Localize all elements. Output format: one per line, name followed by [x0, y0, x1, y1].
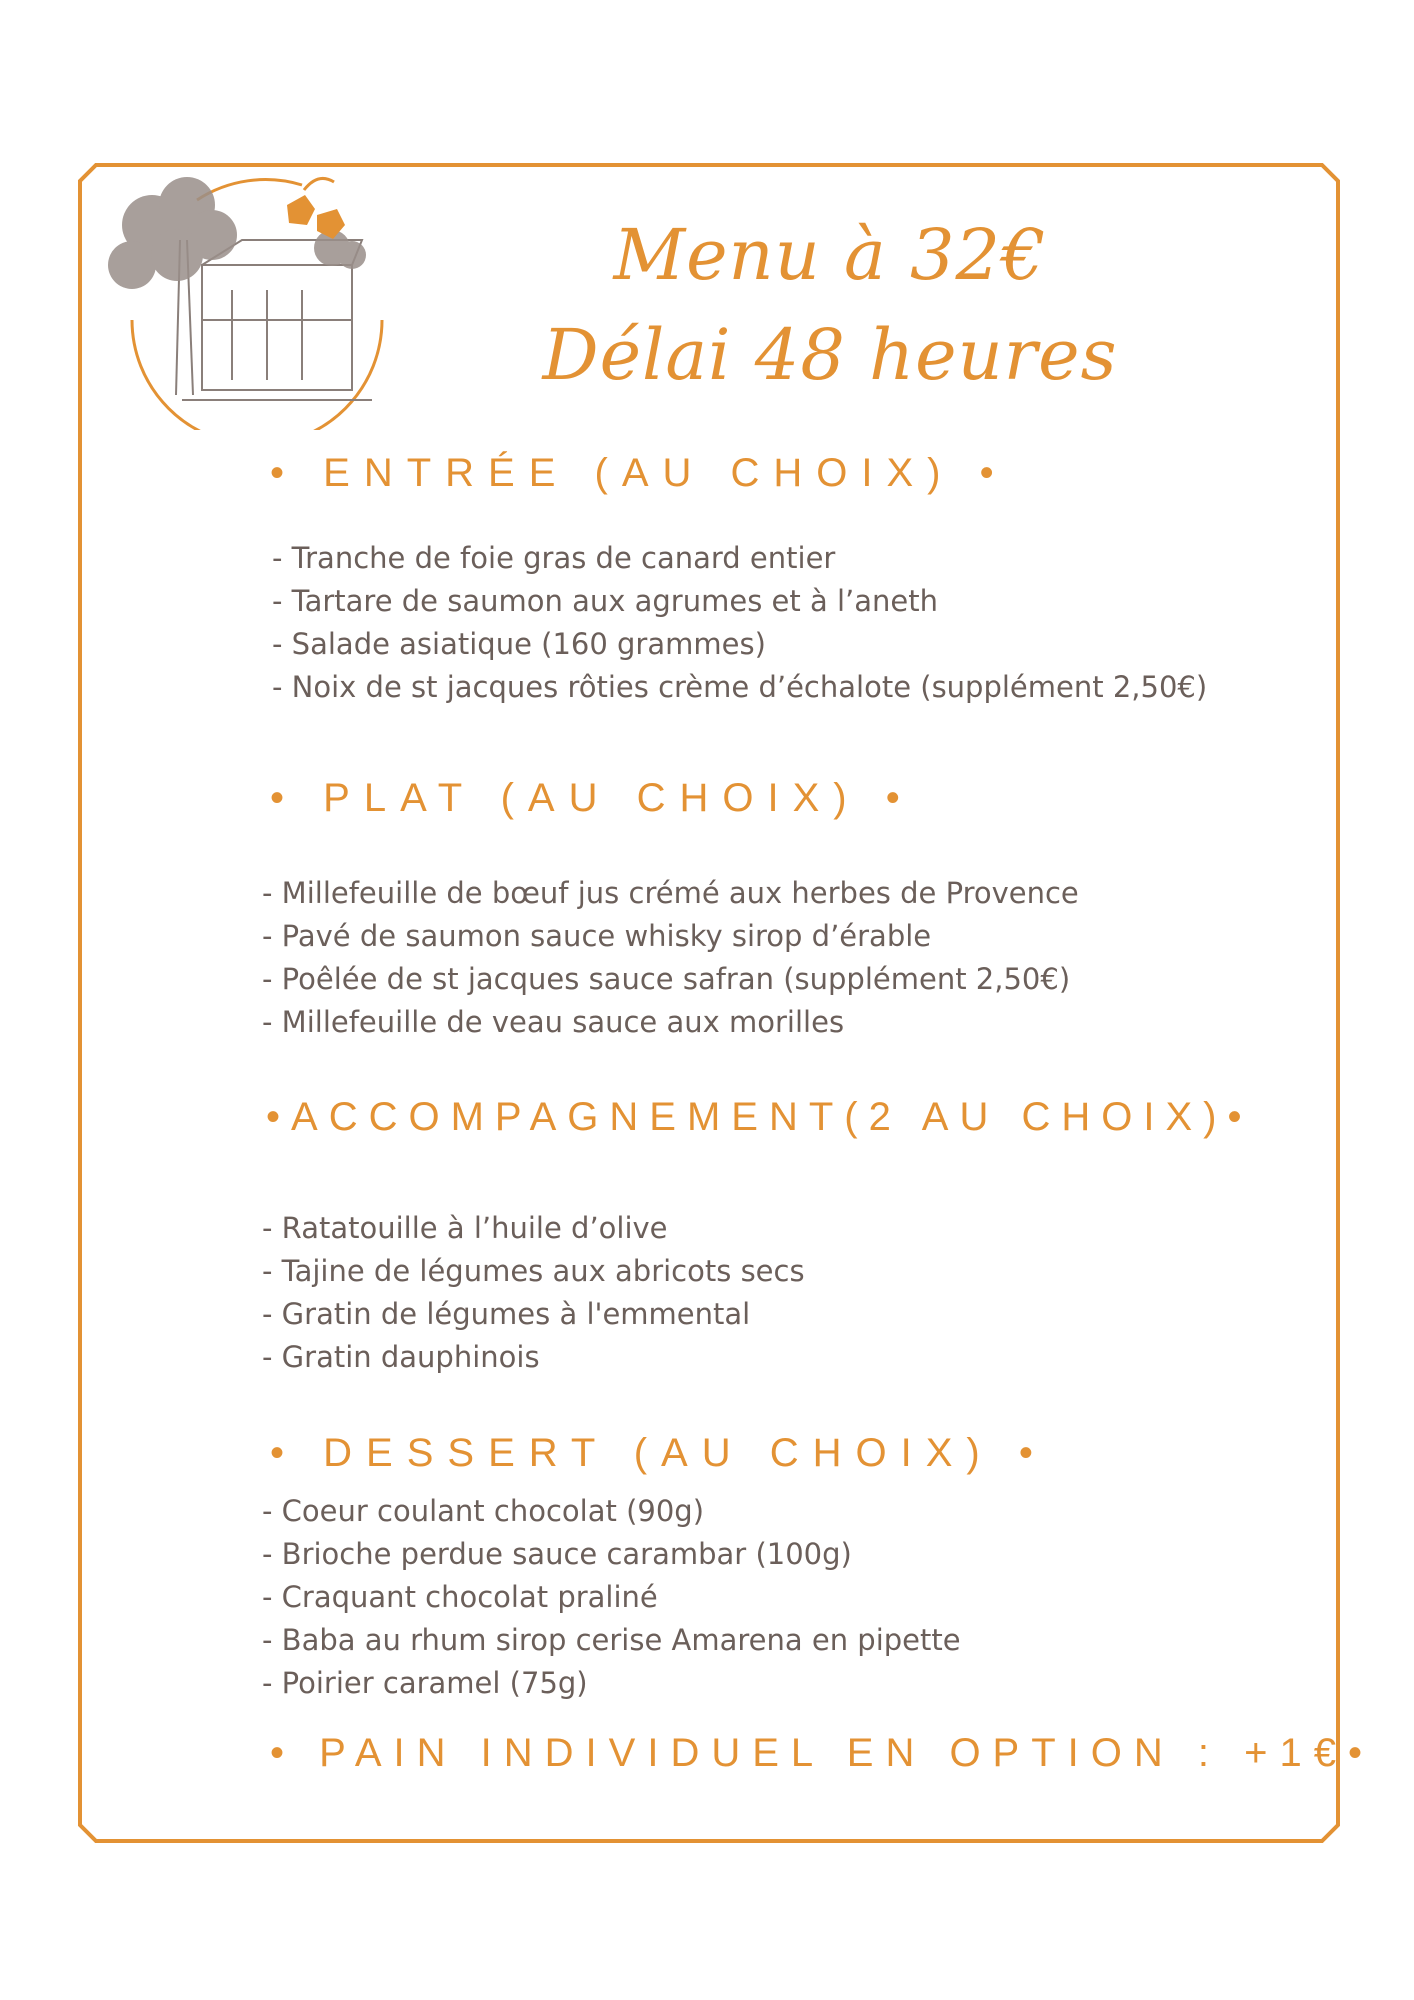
- section-heading-plat: [270, 773, 914, 823]
- list-item: - Poêlée de st jacques sauce safran (supplément 2,50€): [262, 962, 1071, 996]
- bread-option-text: PAIN INDIVIDUEL EN OPTION : +1€: [319, 1731, 1348, 1775]
- list-item: - Gratin dauphinois: [262, 1340, 540, 1374]
- bullet-dot: •: [1347, 1731, 1374, 1775]
- bullet-dot: •: [270, 451, 299, 495]
- section-heading-text: DESSERT (AU CHOIX): [323, 1431, 994, 1475]
- list-item: - Pavé de saumon sauce whisky sirop d’érable: [262, 919, 932, 953]
- list-item: - Tartare de saumon aux agrumes et à l’aneth: [272, 584, 938, 618]
- bullet-dot: •: [270, 776, 299, 820]
- list-item: - Salade asiatique (160 grammes): [272, 627, 766, 661]
- list-item: - Noix de st jacques rôties crème d’échalote (supplément 2,50€): [272, 670, 1208, 704]
- section-heading-text: ACCOMPAGNEMENT(2 AU CHOIX): [291, 1095, 1228, 1139]
- section-heading-text: PLAT (AU CHOIX): [323, 776, 861, 820]
- menu-title: [480, 205, 1180, 405]
- list-item: - Tajine de légumes aux abricots secs: [262, 1254, 805, 1288]
- section-heading-entree: [270, 448, 1008, 498]
- bread-option-line: [270, 1728, 1374, 1778]
- bullet-dot: •: [979, 451, 1008, 495]
- list-item: - Brioche perdue sauce carambar (100g): [262, 1537, 852, 1571]
- section-heading-text: ENTRÉE (AU CHOIX): [323, 451, 955, 495]
- list-item: - Coeur coulant chocolat (90g): [262, 1494, 705, 1528]
- list-item: - Millefeuille de veau sauce aux morilles: [262, 1005, 845, 1039]
- list-item: - Millefeuille de bœuf jus crémé aux herbes de Provence: [262, 876, 1079, 910]
- bullet-dot: •: [266, 1095, 292, 1139]
- dessert-list: [262, 1490, 961, 1705]
- bullet-dot: •: [1018, 1431, 1047, 1475]
- accompagnement-list: [262, 1207, 805, 1379]
- entree-list: [272, 537, 1207, 709]
- plat-list: [262, 872, 1079, 1044]
- bullet-dot: •: [270, 1431, 299, 1475]
- list-item: - Tranche de foie gras de canard entier: [272, 541, 836, 575]
- restaurant-logo-illustration: [92, 170, 392, 430]
- section-heading-dessert: [270, 1428, 1047, 1478]
- bullet-dot: •: [270, 1731, 297, 1775]
- menu-delay-title: Délai 48 heures: [542, 314, 1118, 396]
- list-item: - Ratatouille à l’huile d’olive: [262, 1211, 668, 1245]
- list-item: - Gratin de légumes à l'emmental: [262, 1297, 751, 1331]
- menu-price-title: Menu à 32€: [613, 214, 1047, 296]
- section-heading-accompagnement: [266, 1092, 1252, 1142]
- bullet-dot: •: [1227, 1095, 1253, 1139]
- list-item: - Baba au rhum sirop cerise Amarena en pipette: [262, 1623, 961, 1657]
- list-item: - Poirier caramel (75g): [262, 1666, 588, 1700]
- list-item: - Craquant chocolat praliné: [262, 1580, 658, 1614]
- bullet-dot: •: [885, 776, 914, 820]
